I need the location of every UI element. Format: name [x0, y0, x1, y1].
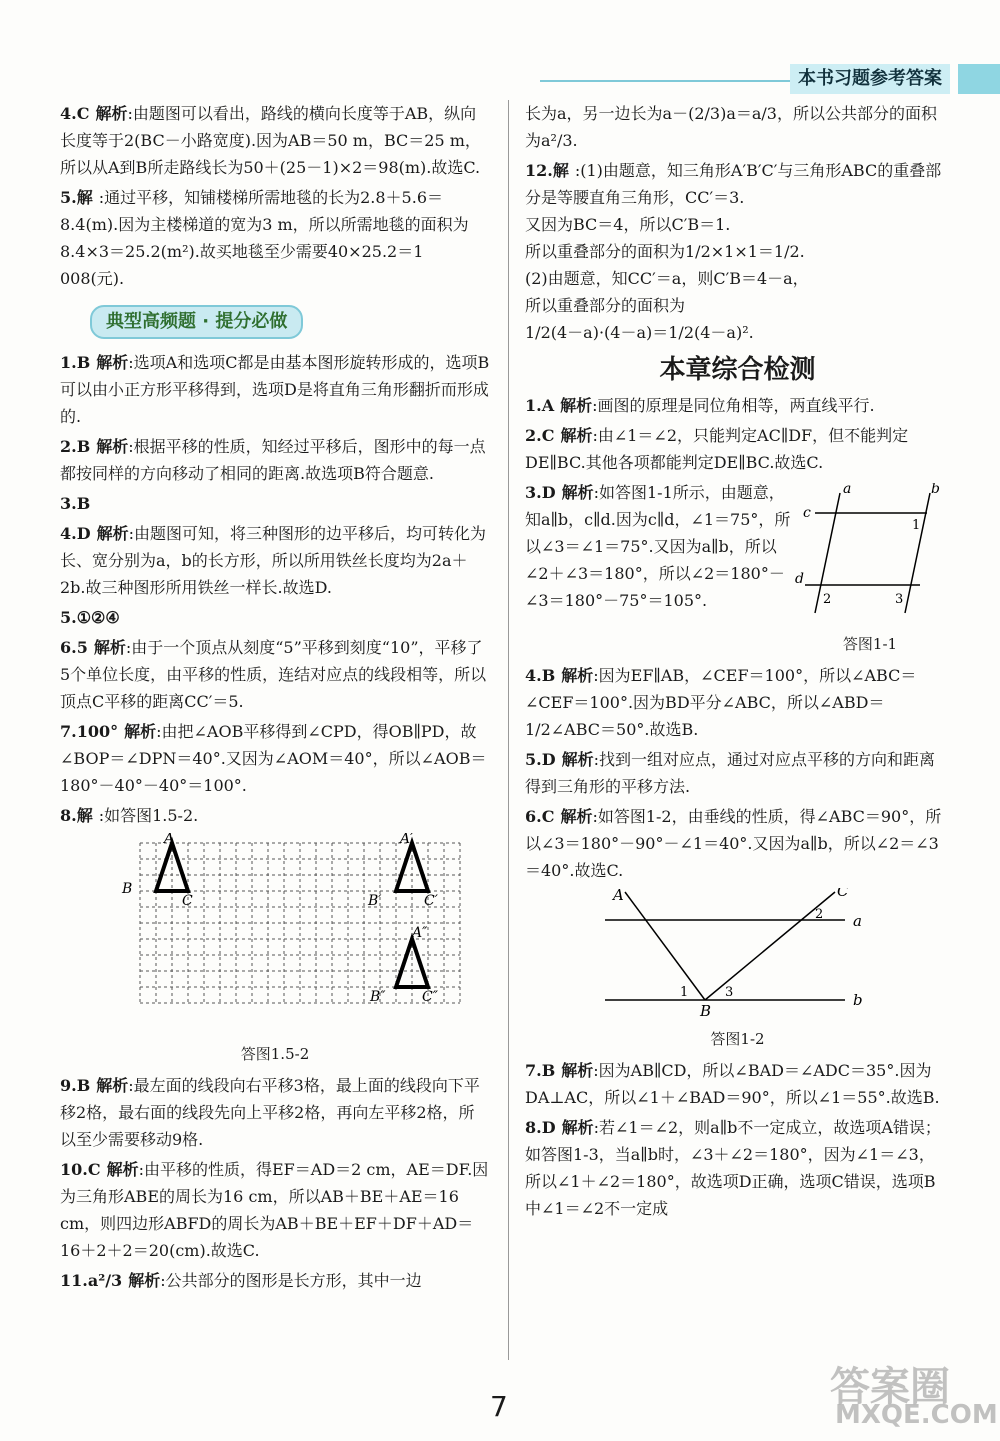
- label-b: b: [931, 483, 940, 497]
- item-label: 解析: [106, 1160, 139, 1179]
- answer-item: [60, 520, 490, 601]
- header-label: 本书习题参考答案: [790, 64, 950, 94]
- angle-2: 2: [823, 592, 832, 607]
- item-text: :根据平移的性质，知经过平移后，图形中的每一点都按同样的方向移动了相同的距离.故选项B符合题意.: [60, 437, 486, 483]
- answer-item: [60, 604, 490, 631]
- answer-item: [60, 1267, 490, 1294]
- label-A: A: [613, 888, 624, 904]
- answer-item: [60, 802, 490, 829]
- figure-caption: 答图1.5-2: [240, 1045, 310, 1063]
- label-B1: B′: [368, 893, 382, 909]
- figure-parallelogram: [795, 483, 945, 658]
- answer-item: [60, 634, 490, 715]
- item-text: :找到一组对应点，通过对应点平移的方向和距离得到三角形的平移方法.: [525, 750, 935, 796]
- angle-1: 1: [912, 518, 921, 533]
- label-A1: A′: [400, 833, 414, 847]
- watermark-url: MXQE.COM: [835, 1400, 998, 1430]
- item-number: 8.D: [525, 1118, 556, 1137]
- answer-item: [60, 718, 490, 799]
- item-text: :如答图1-1所示，由题意，知a∥b，c∥d.因为c∥d，∠1＝75°，所以∠3＝∠1＝75°.又因为a∥b，所以∠2＋∠3＝180°，所以∠2＝180°－∠3＝180°－75°＝105°.: [525, 483, 791, 610]
- column-divider: [508, 100, 509, 1360]
- angle-3: 3: [895, 592, 904, 607]
- item-number: 5.①②④: [60, 608, 120, 627]
- item-line: (2)由题意，知CC′＝a，则C′B＝4－a，: [525, 269, 809, 288]
- label-b: b: [853, 991, 863, 1009]
- item-label: 解析: [128, 1271, 161, 1290]
- item-number: 2.C: [525, 426, 555, 445]
- item-number: 6.C: [525, 807, 555, 826]
- grid-figure: [60, 833, 490, 1033]
- item-text: :最左面的线段向右平移3格，最上面的线段向下平移2格，最右面的线段先向上平移2格，再向左平移2格，所以至少需要移动9格.: [60, 1076, 480, 1149]
- answer-item: [525, 392, 950, 419]
- right-column: [525, 100, 950, 1225]
- item-line: 所以重叠部分的面积为1/2×1×1＝1/2.: [525, 242, 805, 261]
- item-line: 又因为BC＝4，所以C′B＝1.: [525, 215, 731, 234]
- item-text: :公共部分的图形是长方形，其中一边: [160, 1271, 422, 1290]
- item-text: :如答图1-2，由垂线的性质，得∠ABC＝90°，所以∠3＝180°－90°－∠1＝40°.又因为a∥b，所以∠2＝∠3＝40°.故选C.: [525, 807, 942, 880]
- item-number: 10.C: [60, 1160, 101, 1179]
- item-label: 解析: [561, 666, 594, 685]
- label-B: B: [122, 881, 133, 897]
- answer-item: [525, 1057, 950, 1111]
- item-number: 2.B: [60, 437, 91, 456]
- item-text: :选项A和选项C都是由基本图形旋转形成的，选项B可以由小正方形平移得到，选项D是将直角三角形翻折而形成的.: [60, 353, 490, 426]
- item-text: :因为EF∥AB，∠CEF＝100°，所以∠ABC＝∠CEF＝100°.因为BD平分∠ABC，所以∠ABD＝1/2∠ABC＝50°.故选B.: [525, 666, 917, 739]
- item-number: 4.D: [60, 524, 91, 543]
- figure-grid-translation: [60, 833, 490, 1068]
- item-number: 5.D: [525, 750, 556, 769]
- item-number: 7.B: [525, 1061, 556, 1080]
- header-rule: [540, 80, 790, 82]
- answer-item: [525, 422, 950, 476]
- label-B: B: [700, 1002, 712, 1018]
- item-number: 11.a²/3: [60, 1271, 123, 1290]
- figure-parallel-lines: [525, 888, 950, 1053]
- item-text: :由平移的性质，得EF＝AD＝2 cm，AE＝DF.因为三角形ABE的周长为16 cm，所以AB＋BE＋AE＝16 cm，则四边形ABFD的周长为AB＋BE＋EF＋DF＋AD＝16＋2＋2＝20(cm).故选C.: [60, 1160, 489, 1260]
- item-label: 解析: [96, 524, 129, 543]
- answer-item: [60, 1072, 490, 1153]
- item-text: :由于一个顶点从刻度“5”平移到刻度“10”，平移了5个单位长度，由平移的性质，连结对应点的线段相等，所以顶点C平移的距离CC′＝5.: [60, 638, 487, 711]
- item-label: 解析: [95, 104, 128, 123]
- item-text: :由∠1＝∠2，只能判定AC∥DF，但不能判定DE∥BC.其他各项都能判定DE∥BC.故选C.: [525, 426, 909, 472]
- figure-caption: 答图1-1: [842, 635, 898, 653]
- angle-1: 1: [680, 985, 689, 1000]
- item-text: :因为AB∥CD，所以∠BAD＝∠ADC＝35°.因为DA⊥AC，所以∠1＋∠BAD＝90°，所以∠1＝55°.故选B.: [525, 1061, 940, 1107]
- answer-item: [60, 490, 490, 517]
- page-number: 7: [490, 1390, 508, 1423]
- parallel-lines-figure: [525, 888, 950, 1018]
- answer-item: [525, 746, 950, 800]
- item-number: 5.解: [60, 188, 93, 207]
- angle-2: 2: [815, 907, 824, 922]
- item-label: 解析: [561, 1061, 594, 1080]
- label-A: A: [164, 833, 175, 847]
- item-label: 解析: [96, 353, 129, 372]
- item3-with-figure: [525, 479, 950, 662]
- item-label: 解析: [560, 426, 593, 445]
- answer-item: [60, 1156, 490, 1264]
- item-number: 8.解: [60, 806, 93, 825]
- answer-item: [525, 662, 950, 743]
- label-A2: A″: [412, 925, 428, 941]
- parallelogram-figure: [795, 483, 945, 623]
- label-c: c: [803, 505, 811, 521]
- label-d: d: [795, 571, 804, 587]
- item-text: :由题图可知，将三种图形的边平移后，均可转化为长、宽分别为a，b的长方形，所以所用铁丝长度均为2a＋2b.故三种图形所用铁丝一样长.故选D.: [60, 524, 486, 597]
- item-number: 1.B: [60, 353, 91, 372]
- label-a: a: [853, 912, 862, 930]
- item-text: :由题图可以看出，路线的横向长度等于AB，纵向长度等于2(BC－小路宽度).因为AB＝50 m，BC＝25 m，所以从A到B所走路线长为50＋(25－1)×2＝98(m).故选C.: [60, 104, 481, 177]
- label-C: C: [182, 893, 193, 909]
- answer-item: [60, 100, 490, 181]
- figure-caption: 答图1-2: [710, 1030, 765, 1048]
- answer-item: [525, 1114, 950, 1222]
- left-column: [60, 100, 490, 1297]
- answer-item: [525, 479, 795, 662]
- item-label: 解析: [96, 437, 129, 456]
- answer-item: [60, 349, 490, 430]
- item-label: 解析: [93, 638, 126, 657]
- answer-item-12: [525, 157, 950, 346]
- item-number: 3.D: [525, 483, 556, 502]
- label-C1: C′: [424, 893, 438, 909]
- item-label: 解析: [560, 807, 593, 826]
- watermark-logo: 答案圈: [830, 1364, 950, 1410]
- header-block: [958, 64, 1000, 94]
- item-number: 4.C: [60, 104, 90, 123]
- label-a: a: [843, 483, 852, 497]
- item-number: 3.B: [60, 494, 91, 513]
- item-text: :若∠1＝∠2，则a∥b不一定成立，故选项A错误；如答图1-3，当a∥b时，∠3＋∠2＝180°，因为∠1＝∠3，所以∠1＋∠2＝180°，故选项D正确，选项C错误，选项B中∠1＝∠2不一定成: [525, 1118, 941, 1218]
- label-B2: B″: [370, 989, 386, 1005]
- item-text: :由把∠AOB平移得到∠CPD，得OB∥PD，故∠BOP＝∠DPN＝40°.又因为∠AOM＝40°，所以∠AOB＝180°－40°－40°＝100°.: [60, 722, 487, 795]
- label-C2: C″: [422, 989, 438, 1005]
- item-label: 解析: [561, 483, 594, 502]
- item-text: :(1)由题意，知三角形A′B′C′与三角形ABC的重叠部分是等腰直角三角形，CC′＝3.: [525, 161, 942, 207]
- item-line: 所以重叠部分的面积为: [525, 296, 686, 315]
- item-number: 12.解: [525, 161, 569, 180]
- item-number: 4.B: [525, 666, 556, 685]
- item-text: :画图的原理是同位角相等，两直线平行.: [592, 396, 875, 415]
- item-text: :通过平移，知铺楼梯所需地毯的长为2.8＋5.6＝8.4(m).因为主楼梯道的宽为3 m，所以所需地毯的面积为8.4×3＝25.2(m²).故买地毯至少需要40×25.2＝1 008(元).: [60, 188, 469, 288]
- item-number: 6.5: [60, 638, 88, 657]
- item-text: :如答图1.5-2.: [98, 806, 199, 825]
- item-number: 7.100°: [60, 722, 119, 741]
- answer-item: [60, 184, 490, 292]
- label-C: C: [837, 888, 849, 900]
- item-label: 解析: [560, 396, 593, 415]
- section-title: 本章综合检测: [659, 355, 816, 385]
- item-label: 解析: [561, 750, 594, 769]
- item-label: 解析: [124, 722, 157, 741]
- item-label: 解析: [96, 1076, 129, 1095]
- item-number: 1.A: [525, 396, 555, 415]
- item-label: 解析: [561, 1118, 594, 1137]
- item-number: 9.B: [60, 1076, 91, 1095]
- answer-item: [525, 803, 950, 884]
- section-banner: 典型高频题 · 提分必做: [90, 305, 303, 339]
- answer-item: [60, 433, 490, 487]
- angle-3: 3: [725, 985, 734, 1000]
- continued-text: 长为a，另一边长为a－(2/3)a＝a/3，所以公共部分的面积为a²/3.: [525, 104, 937, 150]
- item-line: 1/2(4－a)·(4－a)＝1/2(4－a)².: [525, 323, 754, 342]
